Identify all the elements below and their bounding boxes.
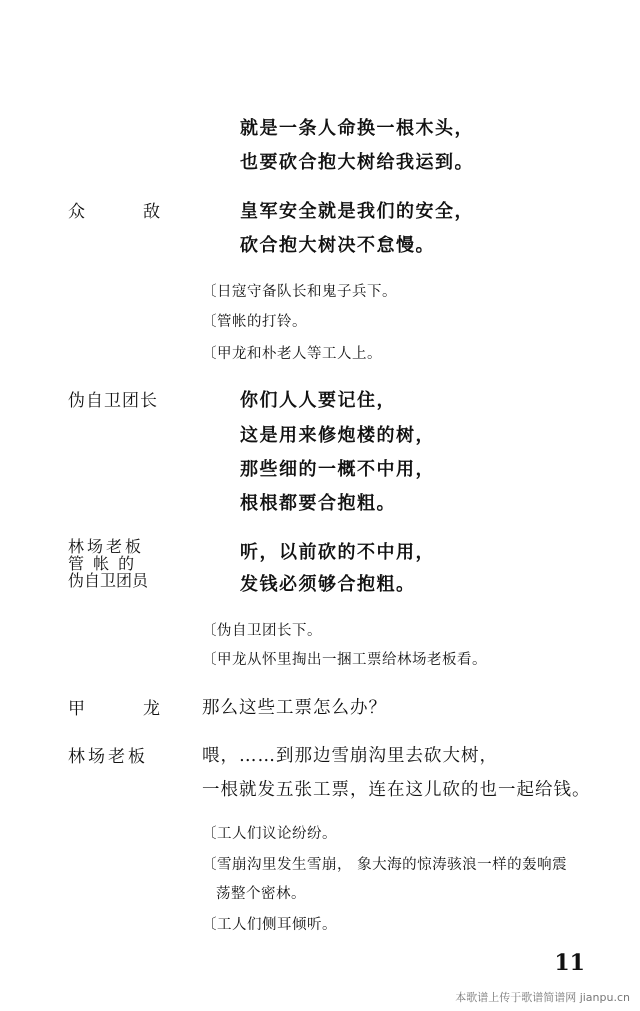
stage-direction: 〔雪崩沟里发生雪崩， 象大海的惊涛骇浪一样的轰响震 <box>202 857 568 873</box>
speaker-label: 众 敌 <box>68 202 160 222</box>
lyric-line: 那些细的一概不中用， <box>240 459 435 480</box>
stage-direction: 〔工人们议论纷纷。 <box>202 826 337 842</box>
lyric-line: 听，以前砍的不中用， <box>240 542 435 563</box>
stage-direction: 〔甲龙和朴老人等工人上。 <box>202 346 382 362</box>
stage-direction: 〔甲龙从怀里掏出一捆工票给林场老板看。 <box>202 652 487 668</box>
lyric-line: 发钱必须够合抱粗。 <box>240 574 416 595</box>
speaker-label: 林场老板 <box>68 747 148 767</box>
speaker-label: 管 帐 的 <box>68 554 137 573</box>
page-number: 11 <box>554 950 585 976</box>
lyric-line: 也要砍合抱大树给我运到。 <box>240 152 474 173</box>
speaker-label: 伪自卫团员 <box>68 571 149 590</box>
dialogue-line: 喂，……到那边雪崩沟里去砍大树， <box>202 746 498 766</box>
stage-direction: 〔管帐的打铃。 <box>202 314 307 330</box>
dialogue-line: 一根就发五张工票，连在这儿砍的也一起给钱。 <box>202 780 591 800</box>
speaker-group <box>68 538 148 589</box>
lyric-line: 你们人人要记住， <box>240 390 396 411</box>
dialogue-line: 那么这些工票怎么办？ <box>202 698 387 718</box>
stage-direction: 〔工人们侧耳倾听。 <box>202 917 337 933</box>
lyric-line: 砍合抱大树决不怠慢。 <box>240 235 435 256</box>
stage-direction: 荡整个密林。 <box>216 886 306 902</box>
stage-direction: 〔日寇守备队长和鬼子兵下。 <box>202 284 397 300</box>
stage-direction: 〔伪自卫团长下。 <box>202 623 322 639</box>
lyric-line: 这是用来修炮楼的树， <box>240 425 435 446</box>
speaker-label: 甲 龙 <box>68 699 160 719</box>
speaker-label: 伪自卫团长 <box>68 391 158 411</box>
lyric-line: 就是一条人命换一根木头， <box>240 118 474 139</box>
lyric-line: 根根都要合抱粗。 <box>240 493 396 514</box>
speaker-label: 林场老板 <box>68 537 145 556</box>
lyric-line: 皇军安全就是我们的安全， <box>240 201 474 222</box>
watermark: 本歌谱上传于歌谱简谱网 jianpu.cn <box>455 991 630 1004</box>
